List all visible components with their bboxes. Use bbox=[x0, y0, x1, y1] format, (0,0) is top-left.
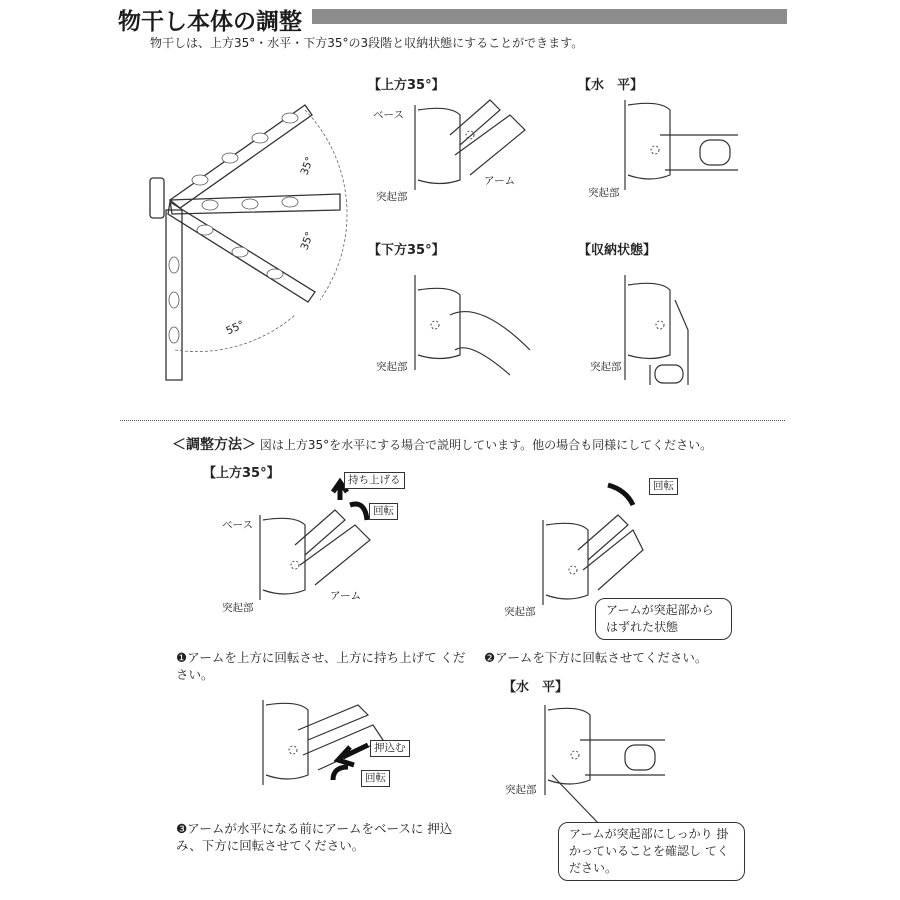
rotate-label-2: 回転 bbox=[649, 478, 678, 495]
rotate-label-1: 回転 bbox=[369, 503, 398, 520]
step1-protrusion-label: 突起部 bbox=[222, 602, 254, 614]
step2-instruction: ❷アームを下方に回転させてください。 bbox=[484, 650, 708, 665]
view-title-stored: 【収納状態】 bbox=[578, 243, 657, 258]
subtitle: 物干しは、上方35°・水平・下方35°の3段階と収納状態にすることができます。 bbox=[150, 36, 584, 50]
step1-base-label: ベース bbox=[222, 519, 253, 531]
method-heading-row bbox=[172, 434, 712, 454]
stored-view-diagram bbox=[620, 270, 700, 385]
method-heading: ＜調整方法＞ bbox=[172, 437, 256, 453]
step1-instruction: ❶アームを上方に回転させ、上方に持ち上げて ください。 bbox=[176, 650, 466, 682]
step1-diagram bbox=[255, 480, 385, 605]
angle-label-down: 35° bbox=[298, 230, 317, 252]
lift-label: 持ち上げる bbox=[344, 472, 405, 489]
step2-diagram bbox=[538, 475, 658, 610]
step4-title: 【水 平】 bbox=[503, 680, 569, 695]
down35-view-diagram bbox=[410, 270, 540, 380]
section-divider bbox=[120, 420, 785, 421]
view-title-horizontal: 【水 平】 bbox=[578, 78, 644, 93]
label-protrusion-stored: 突起部 bbox=[590, 361, 622, 373]
step2-callout: アームが突起部から はずれた状態 bbox=[595, 598, 732, 640]
method-description: 図は上方35°を水平にする場合で説明しています。他の場合も同様にしてください。 bbox=[259, 438, 713, 452]
view-title-down35: 【下方35°】 bbox=[368, 243, 445, 258]
label-protrusion-down: 突起部 bbox=[376, 361, 408, 373]
up35-view-diagram bbox=[410, 95, 540, 195]
view-title-up35: 【上方35°】 bbox=[368, 78, 445, 93]
step4-protrusion-label: 突起部 bbox=[505, 784, 537, 796]
step4-callout: アームが突起部にしっかり 掛かっていることを確認し てください。 bbox=[558, 822, 745, 881]
angle-label-stored: 55° bbox=[224, 318, 247, 338]
step2-protrusion-label: 突起部 bbox=[504, 606, 536, 618]
label-protrusion-horizontal: 突起部 bbox=[588, 187, 620, 199]
push-label: 押込む bbox=[370, 740, 410, 757]
step1-title: 【上方35°】 bbox=[203, 466, 280, 481]
label-protrusion: 突起部 bbox=[376, 191, 408, 203]
horizontal-view-diagram bbox=[620, 95, 740, 195]
page-title: 物干し本体の調整 bbox=[118, 9, 302, 35]
step4-diagram bbox=[540, 700, 665, 830]
title-bar-decoration bbox=[312, 9, 787, 24]
step1-arm-label: アーム bbox=[330, 590, 362, 602]
angle-label-up: 35° bbox=[298, 155, 317, 177]
step3-instruction: ❸アームが水平になる前にアームをベースに 押込み、下方に回転させてください。 bbox=[176, 821, 453, 853]
rotate-label-3: 回転 bbox=[361, 770, 390, 787]
label-base: ベース bbox=[373, 109, 404, 121]
label-arm: アーム bbox=[484, 175, 516, 187]
arm-positions-diagram bbox=[140, 90, 360, 390]
